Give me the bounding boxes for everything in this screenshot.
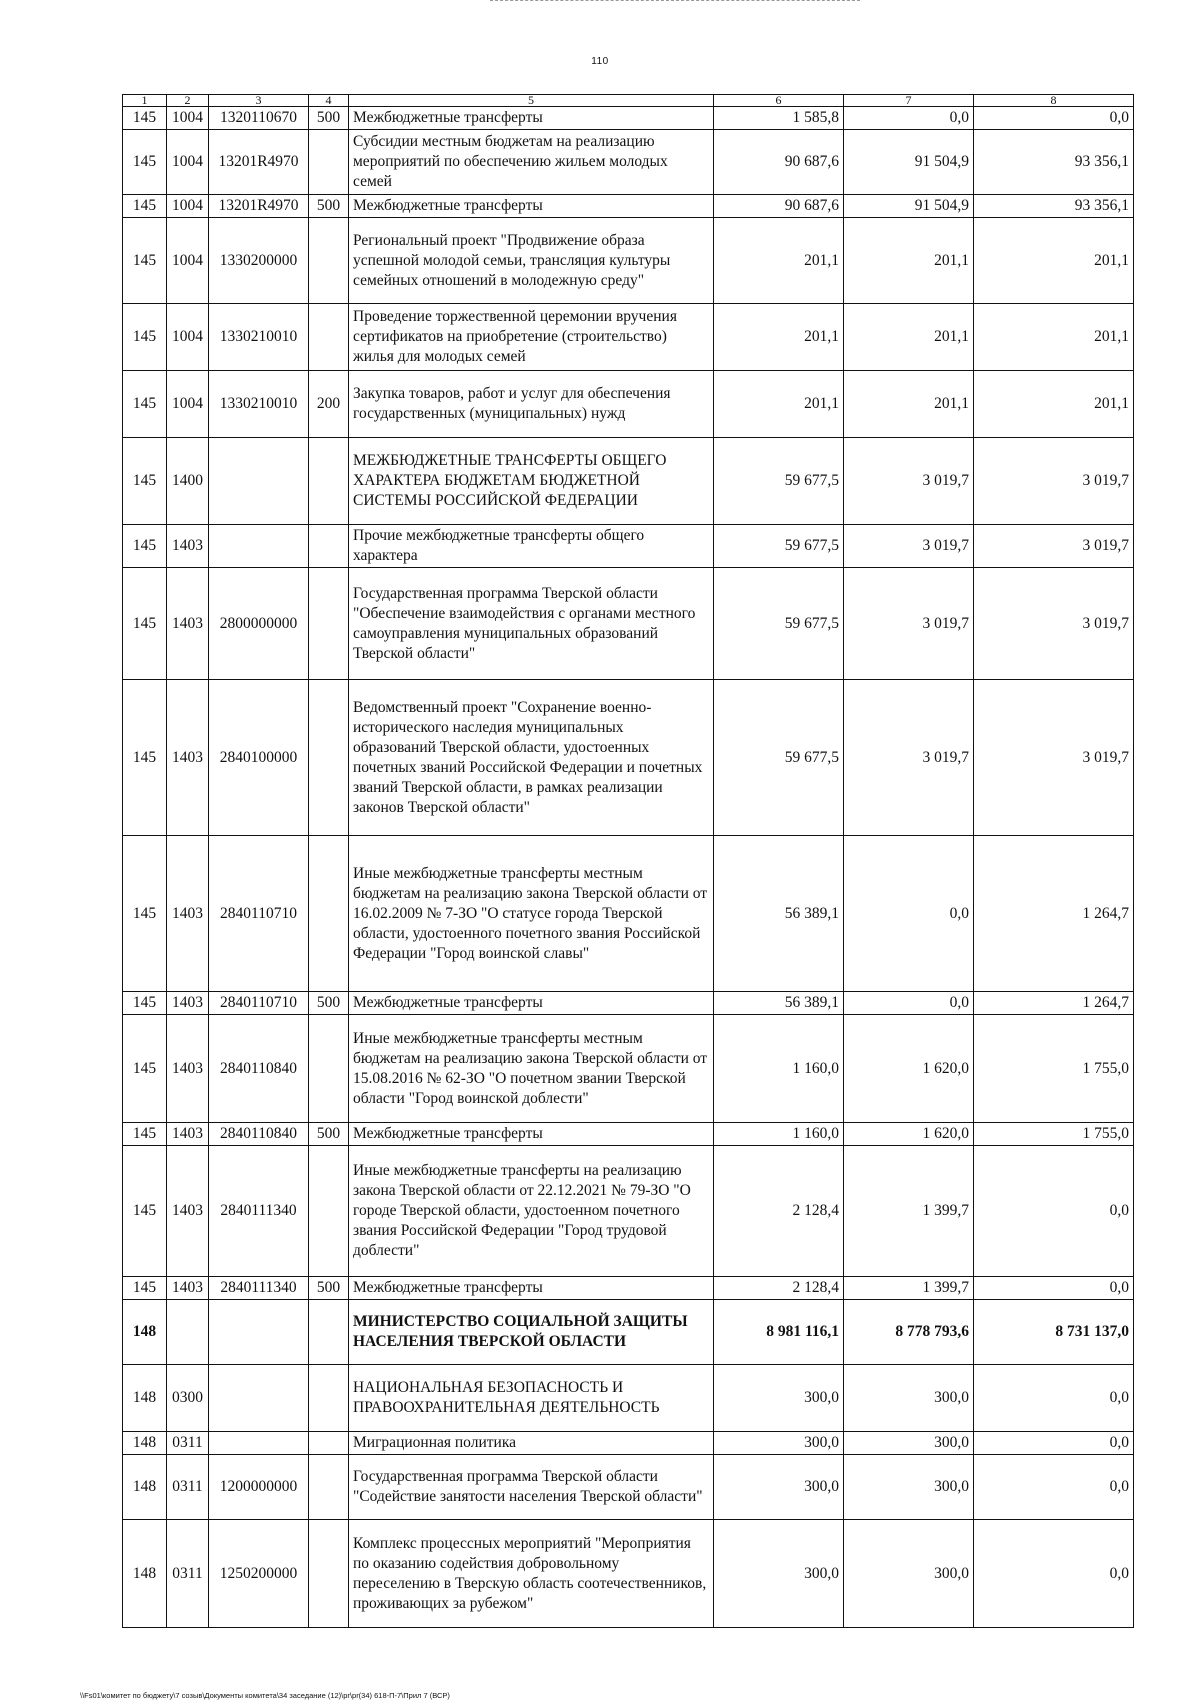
admin-code: 145 <box>123 195 167 218</box>
item-name: Межбюджетные трансферты <box>349 107 714 130</box>
admin-code: 145 <box>123 304 167 371</box>
table-row <box>123 1123 1134 1146</box>
amount-year-1: 201,1 <box>714 304 844 371</box>
amount-year-1: 8 981 116,1 <box>714 1300 844 1365</box>
expense-type-code <box>309 130 349 195</box>
scan-top-line <box>490 0 860 1</box>
target-article-code: 2840110710 <box>209 992 309 1015</box>
expense-type-code: 200 <box>309 371 349 438</box>
amount-year-2: 91 504,9 <box>844 130 974 195</box>
section-code: 1403 <box>167 1277 209 1300</box>
target-article-code: 1330200000 <box>209 218 309 304</box>
amount-year-1: 300,0 <box>714 1432 844 1455</box>
table-row <box>123 1365 1134 1432</box>
target-article-code <box>209 1300 309 1365</box>
section-code: 0311 <box>167 1455 209 1520</box>
section-code: 1403 <box>167 1123 209 1146</box>
target-article-code <box>209 438 309 525</box>
section-code: 1403 <box>167 680 209 836</box>
expense-type-code <box>309 438 349 525</box>
amount-year-2: 3 019,7 <box>844 568 974 680</box>
file-path-footer: \\Fs01\комитет по бюджету\7 созыв\Документы комитета\34 заседание (12)\pr\pr(34) 618-П-7\Прил 7 (ВСР) <box>80 1691 450 1700</box>
amount-year-2: 300,0 <box>844 1365 974 1432</box>
admin-code: 145 <box>123 1123 167 1146</box>
amount-year-2: 3 019,7 <box>844 525 974 568</box>
target-article-code: 2840100000 <box>209 680 309 836</box>
admin-code: 145 <box>123 1146 167 1277</box>
amount-year-3: 0,0 <box>974 1277 1134 1300</box>
admin-code: 145 <box>123 371 167 438</box>
column-header: 6 <box>714 95 844 107</box>
budget-table <box>122 94 1134 1628</box>
admin-code: 148 <box>123 1520 167 1628</box>
target-article-code: 2800000000 <box>209 568 309 680</box>
amount-year-1: 1 585,8 <box>714 107 844 130</box>
target-article-code: 1330210010 <box>209 371 309 438</box>
amount-year-1: 300,0 <box>714 1520 844 1628</box>
target-article-code: 13201R4970 <box>209 130 309 195</box>
admin-code: 145 <box>123 568 167 680</box>
column-header: 5 <box>349 95 714 107</box>
item-name: Государственная программа Тверской области "Обеспечение взаимодействия с органами местного самоуправления муниципальных образований Тверской области" <box>349 568 714 680</box>
amount-year-3: 8 731 137,0 <box>974 1300 1134 1365</box>
item-name: Межбюджетные трансферты <box>349 1123 714 1146</box>
admin-code: 148 <box>123 1365 167 1432</box>
column-header: 2 <box>167 95 209 107</box>
admin-code: 145 <box>123 218 167 304</box>
section-code: 1403 <box>167 1146 209 1277</box>
table-row <box>123 438 1134 525</box>
table-row <box>123 371 1134 438</box>
amount-year-3: 93 356,1 <box>974 130 1134 195</box>
target-article-code <box>209 1365 309 1432</box>
section-code: 1004 <box>167 371 209 438</box>
item-name: Прочие межбюджетные трансферты общего характера <box>349 525 714 568</box>
amount-year-1: 59 677,5 <box>714 525 844 568</box>
amount-year-1: 56 389,1 <box>714 992 844 1015</box>
section-code: 1403 <box>167 836 209 992</box>
section-code: 1403 <box>167 992 209 1015</box>
amount-year-3: 1 264,7 <box>974 836 1134 992</box>
amount-year-1: 201,1 <box>714 371 844 438</box>
expense-type-code <box>309 525 349 568</box>
section-code: 1400 <box>167 438 209 525</box>
amount-year-3: 1 755,0 <box>974 1123 1134 1146</box>
column-header: 1 <box>123 95 167 107</box>
expense-type-code: 500 <box>309 992 349 1015</box>
amount-year-2: 3 019,7 <box>844 438 974 525</box>
amount-year-1: 2 128,4 <box>714 1277 844 1300</box>
amount-year-1: 90 687,6 <box>714 195 844 218</box>
amount-year-2: 0,0 <box>844 836 974 992</box>
amount-year-2: 91 504,9 <box>844 195 974 218</box>
amount-year-2: 1 399,7 <box>844 1277 974 1300</box>
target-article-code: 13201R4970 <box>209 195 309 218</box>
column-header: 8 <box>974 95 1134 107</box>
item-name: Региональный проект "Продвижение образа успешной молодой семьи, трансляция культуры семейных отношений в молодежную среду" <box>349 218 714 304</box>
amount-year-2: 1 620,0 <box>844 1123 974 1146</box>
item-name: Государственная программа Тверской области "Содействие занятости населения Тверской области" <box>349 1455 714 1520</box>
table-row <box>123 992 1134 1015</box>
table-row <box>123 836 1134 992</box>
admin-code: 148 <box>123 1300 167 1365</box>
table-row <box>123 1277 1134 1300</box>
item-name: Межбюджетные трансферты <box>349 195 714 218</box>
target-article-code: 2840110840 <box>209 1123 309 1146</box>
section-code: 0300 <box>167 1365 209 1432</box>
target-article-code: 1320110670 <box>209 107 309 130</box>
amount-year-1: 1 160,0 <box>714 1123 844 1146</box>
column-header: 4 <box>309 95 349 107</box>
amount-year-3: 201,1 <box>974 304 1134 371</box>
item-name: Субсидии местным бюджетам на реализацию мероприятий по обеспечению жильем молодых семей <box>349 130 714 195</box>
target-article-code: 2840111340 <box>209 1277 309 1300</box>
item-name: МЕЖБЮДЖЕТНЫЕ ТРАНСФЕРТЫ ОБЩЕГО ХАРАКТЕРА БЮДЖЕТАМ БЮДЖЕТНОЙ СИСТЕМЫ РОССИЙСКОЙ ФЕДЕРАЦИИ <box>349 438 714 525</box>
amount-year-1: 59 677,5 <box>714 568 844 680</box>
amount-year-1: 2 128,4 <box>714 1146 844 1277</box>
admin-code: 145 <box>123 107 167 130</box>
item-name: НАЦИОНАЛЬНАЯ БЕЗОПАСНОСТЬ И ПРАВООХРАНИТЕЛЬНАЯ ДЕЯТЕЛЬНОСТЬ <box>349 1365 714 1432</box>
admin-code: 145 <box>123 836 167 992</box>
item-name: Межбюджетные трансферты <box>349 1277 714 1300</box>
amount-year-3: 201,1 <box>974 218 1134 304</box>
item-name: Иные межбюджетные трансферты местным бюджетам на реализацию закона Тверской области от 15.08.2016 № 62-ЗО "О почетном звании Тверской области "Город воинской доблести" <box>349 1015 714 1123</box>
target-article-code <box>209 1432 309 1455</box>
amount-year-3: 3 019,7 <box>974 680 1134 836</box>
amount-year-3: 0,0 <box>974 107 1134 130</box>
amount-year-2: 300,0 <box>844 1455 974 1520</box>
item-name: Закупка товаров, работ и услуг для обеспечения государственных (муниципальных) нужд <box>349 371 714 438</box>
admin-code: 145 <box>123 438 167 525</box>
expense-type-code: 500 <box>309 107 349 130</box>
amount-year-1: 201,1 <box>714 218 844 304</box>
target-article-code: 2840110840 <box>209 1015 309 1123</box>
table-row <box>123 1015 1134 1123</box>
amount-year-1: 59 677,5 <box>714 680 844 836</box>
section-code: 1004 <box>167 107 209 130</box>
section-code: 0311 <box>167 1432 209 1455</box>
table-row <box>123 195 1134 218</box>
amount-year-3: 0,0 <box>974 1146 1134 1277</box>
section-code <box>167 1300 209 1365</box>
expense-type-code <box>309 680 349 836</box>
amount-year-2: 201,1 <box>844 218 974 304</box>
amount-year-3: 0,0 <box>974 1455 1134 1520</box>
section-code: 1403 <box>167 1015 209 1123</box>
table-row <box>123 304 1134 371</box>
amount-year-2: 0,0 <box>844 992 974 1015</box>
item-name: Комплекс процессных мероприятий "Мероприятия по оказанию содействия добровольному переселению в Тверскую область соотечественников, проживающих за рубежом" <box>349 1520 714 1628</box>
amount-year-3: 3 019,7 <box>974 525 1134 568</box>
amount-year-3: 1 755,0 <box>974 1015 1134 1123</box>
expense-type-code <box>309 1365 349 1432</box>
amount-year-3: 0,0 <box>974 1365 1134 1432</box>
admin-code: 148 <box>123 1432 167 1455</box>
amount-year-3: 3 019,7 <box>974 438 1134 525</box>
table-row <box>123 525 1134 568</box>
admin-code: 148 <box>123 1455 167 1520</box>
expense-type-code <box>309 1015 349 1123</box>
target-article-code: 2840111340 <box>209 1146 309 1277</box>
expense-type-code <box>309 1455 349 1520</box>
section-code: 1004 <box>167 218 209 304</box>
section-code: 1004 <box>167 304 209 371</box>
column-header: 3 <box>209 95 309 107</box>
item-name: МИНИСТЕРСТВО СОЦИАЛЬНОЙ ЗАЩИТЫ НАСЕЛЕНИЯ ТВЕРСКОЙ ОБЛАСТИ <box>349 1300 714 1365</box>
section-code: 1403 <box>167 525 209 568</box>
amount-year-2: 300,0 <box>844 1432 974 1455</box>
amount-year-3: 0,0 <box>974 1432 1134 1455</box>
expense-type-code <box>309 1520 349 1628</box>
expense-type-code <box>309 1432 349 1455</box>
admin-code: 145 <box>123 1015 167 1123</box>
admin-code: 145 <box>123 680 167 836</box>
expense-type-code <box>309 1300 349 1365</box>
amount-year-2: 1 620,0 <box>844 1015 974 1123</box>
target-article-code: 2840110710 <box>209 836 309 992</box>
amount-year-2: 201,1 <box>844 304 974 371</box>
amount-year-3: 93 356,1 <box>974 195 1134 218</box>
table-row <box>123 1146 1134 1277</box>
admin-code: 145 <box>123 525 167 568</box>
section-code: 1403 <box>167 568 209 680</box>
amount-year-1: 1 160,0 <box>714 1015 844 1123</box>
amount-year-2: 0,0 <box>844 107 974 130</box>
table-row <box>123 1300 1134 1365</box>
table-row <box>123 218 1134 304</box>
amount-year-3: 0,0 <box>974 1520 1134 1628</box>
column-number-row <box>123 95 1134 107</box>
item-name: Ведомственный проект "Сохранение военно-исторического наследия муниципальных образований Тверской области, удостоенных почетных званий Российской Федерации и почетных званий Тверской области, в рамках реализации законов Тверской области" <box>349 680 714 836</box>
item-name: Миграционная политика <box>349 1432 714 1455</box>
expense-type-code <box>309 1146 349 1277</box>
section-code: 1004 <box>167 195 209 218</box>
table-row <box>123 1432 1134 1455</box>
amount-year-1: 300,0 <box>714 1455 844 1520</box>
section-code: 1004 <box>167 130 209 195</box>
target-article-code: 1200000000 <box>209 1455 309 1520</box>
amount-year-1: 90 687,6 <box>714 130 844 195</box>
amount-year-2: 300,0 <box>844 1520 974 1628</box>
amount-year-1: 56 389,1 <box>714 836 844 992</box>
expense-type-code: 500 <box>309 1123 349 1146</box>
table-row <box>123 107 1134 130</box>
amount-year-3: 1 264,7 <box>974 992 1134 1015</box>
amount-year-2: 1 399,7 <box>844 1146 974 1277</box>
section-code: 0311 <box>167 1520 209 1628</box>
target-article-code: 1330210010 <box>209 304 309 371</box>
amount-year-2: 8 778 793,6 <box>844 1300 974 1365</box>
amount-year-1: 59 677,5 <box>714 438 844 525</box>
target-article-code <box>209 525 309 568</box>
column-header: 7 <box>844 95 974 107</box>
admin-code: 145 <box>123 992 167 1015</box>
table-row <box>123 1520 1134 1628</box>
amount-year-2: 201,1 <box>844 371 974 438</box>
admin-code: 145 <box>123 1277 167 1300</box>
page-number: 110 <box>591 56 609 67</box>
item-name: Межбюджетные трансферты <box>349 992 714 1015</box>
expense-type-code <box>309 568 349 680</box>
expense-type-code: 500 <box>309 195 349 218</box>
expense-type-code <box>309 218 349 304</box>
item-name: Иные межбюджетные трансферты на реализацию закона Тверской области от 22.12.2021 № 79-ЗО "О городе Тверской области, удостоенном почетного звания Российской Федерации "Город трудовой доблести" <box>349 1146 714 1277</box>
table-row <box>123 680 1134 836</box>
target-article-code: 1250200000 <box>209 1520 309 1628</box>
admin-code: 145 <box>123 130 167 195</box>
table-row <box>123 130 1134 195</box>
amount-year-2: 3 019,7 <box>844 680 974 836</box>
table-row <box>123 1455 1134 1520</box>
table-row <box>123 568 1134 680</box>
item-name: Проведение торжественной церемонии вручения сертификатов на приобретение (строительство) жилья для молодых семей <box>349 304 714 371</box>
item-name: Иные межбюджетные трансферты местным бюджетам на реализацию закона Тверской области от 16.02.2009 № 7-ЗО "О статусе города Тверской области, удостоенного почетного звания Российской Федерации "Город воинской славы" <box>349 836 714 992</box>
expense-type-code <box>309 304 349 371</box>
amount-year-1: 300,0 <box>714 1365 844 1432</box>
amount-year-3: 201,1 <box>974 371 1134 438</box>
expense-type-code: 500 <box>309 1277 349 1300</box>
expense-type-code <box>309 836 349 992</box>
amount-year-3: 3 019,7 <box>974 568 1134 680</box>
